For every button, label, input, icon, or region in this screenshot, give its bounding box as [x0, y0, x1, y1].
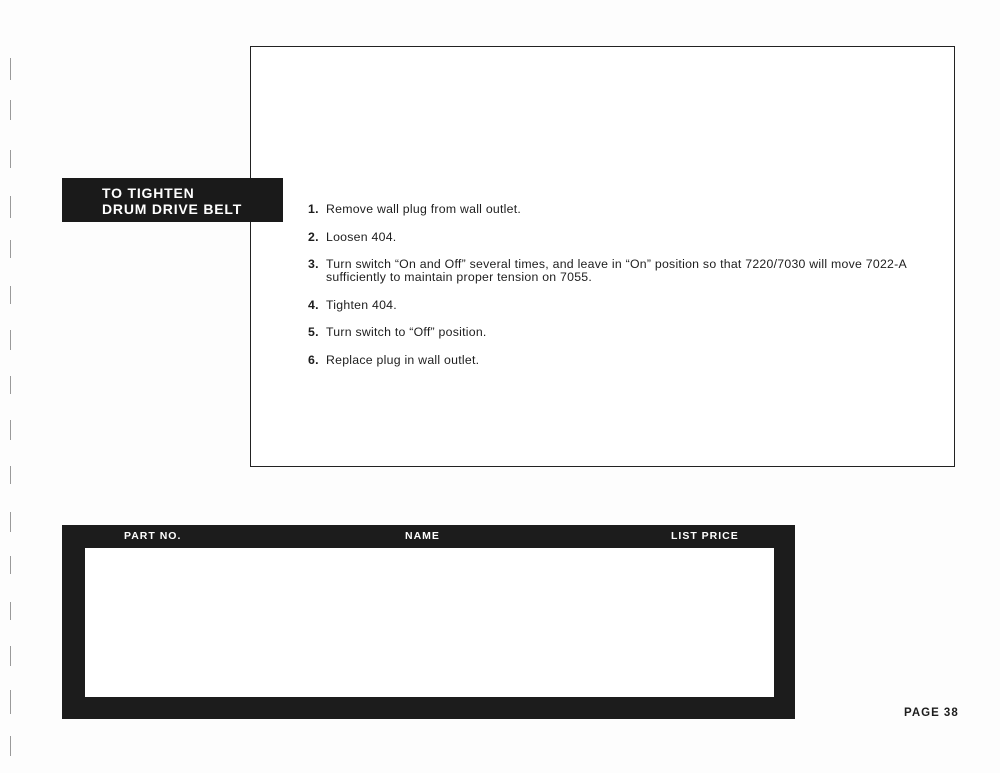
step-number: 3.	[308, 257, 319, 271]
step-text: Loosen 404.	[326, 229, 397, 244]
section-title-line1: TO TIGHTEN	[102, 185, 195, 201]
step-number: 4.	[308, 297, 319, 312]
binding-edge-marks	[8, 0, 14, 773]
step-number: 2.	[308, 229, 319, 244]
step-number: 1.	[308, 202, 319, 216]
step-item	[308, 299, 928, 312]
column-header-list-price: LIST PRICE	[671, 530, 739, 542]
step-text: Turn switch to “Off” position.	[326, 325, 487, 339]
step-item	[308, 258, 928, 284]
instruction-steps	[308, 203, 928, 381]
step-text: Remove wall plug from wall outlet.	[326, 202, 522, 216]
parts-table	[62, 525, 795, 719]
page-number: PAGE 38	[904, 707, 959, 719]
step-item	[308, 354, 928, 367]
step-text: Turn switch “On and Off” several times, and leave in “On” position so that 7220/7030 will move 7022-A sufficiently to maintain proper tension on 7055.	[326, 257, 907, 284]
step-item	[308, 203, 928, 216]
column-header-name: NAME	[405, 530, 440, 542]
step-item	[308, 231, 928, 244]
step-number: 6.	[308, 352, 319, 367]
parts-table-body	[85, 548, 774, 697]
step-number: 5.	[308, 325, 319, 339]
step-text: Replace plug in wall outlet.	[326, 352, 480, 367]
section-title-tab	[62, 178, 283, 222]
step-item	[308, 326, 928, 339]
section-title-line2: DRUM DRIVE BELT	[102, 201, 243, 217]
column-header-part-no: PART NO.	[124, 530, 182, 542]
step-text: Tighten 404.	[326, 297, 397, 312]
